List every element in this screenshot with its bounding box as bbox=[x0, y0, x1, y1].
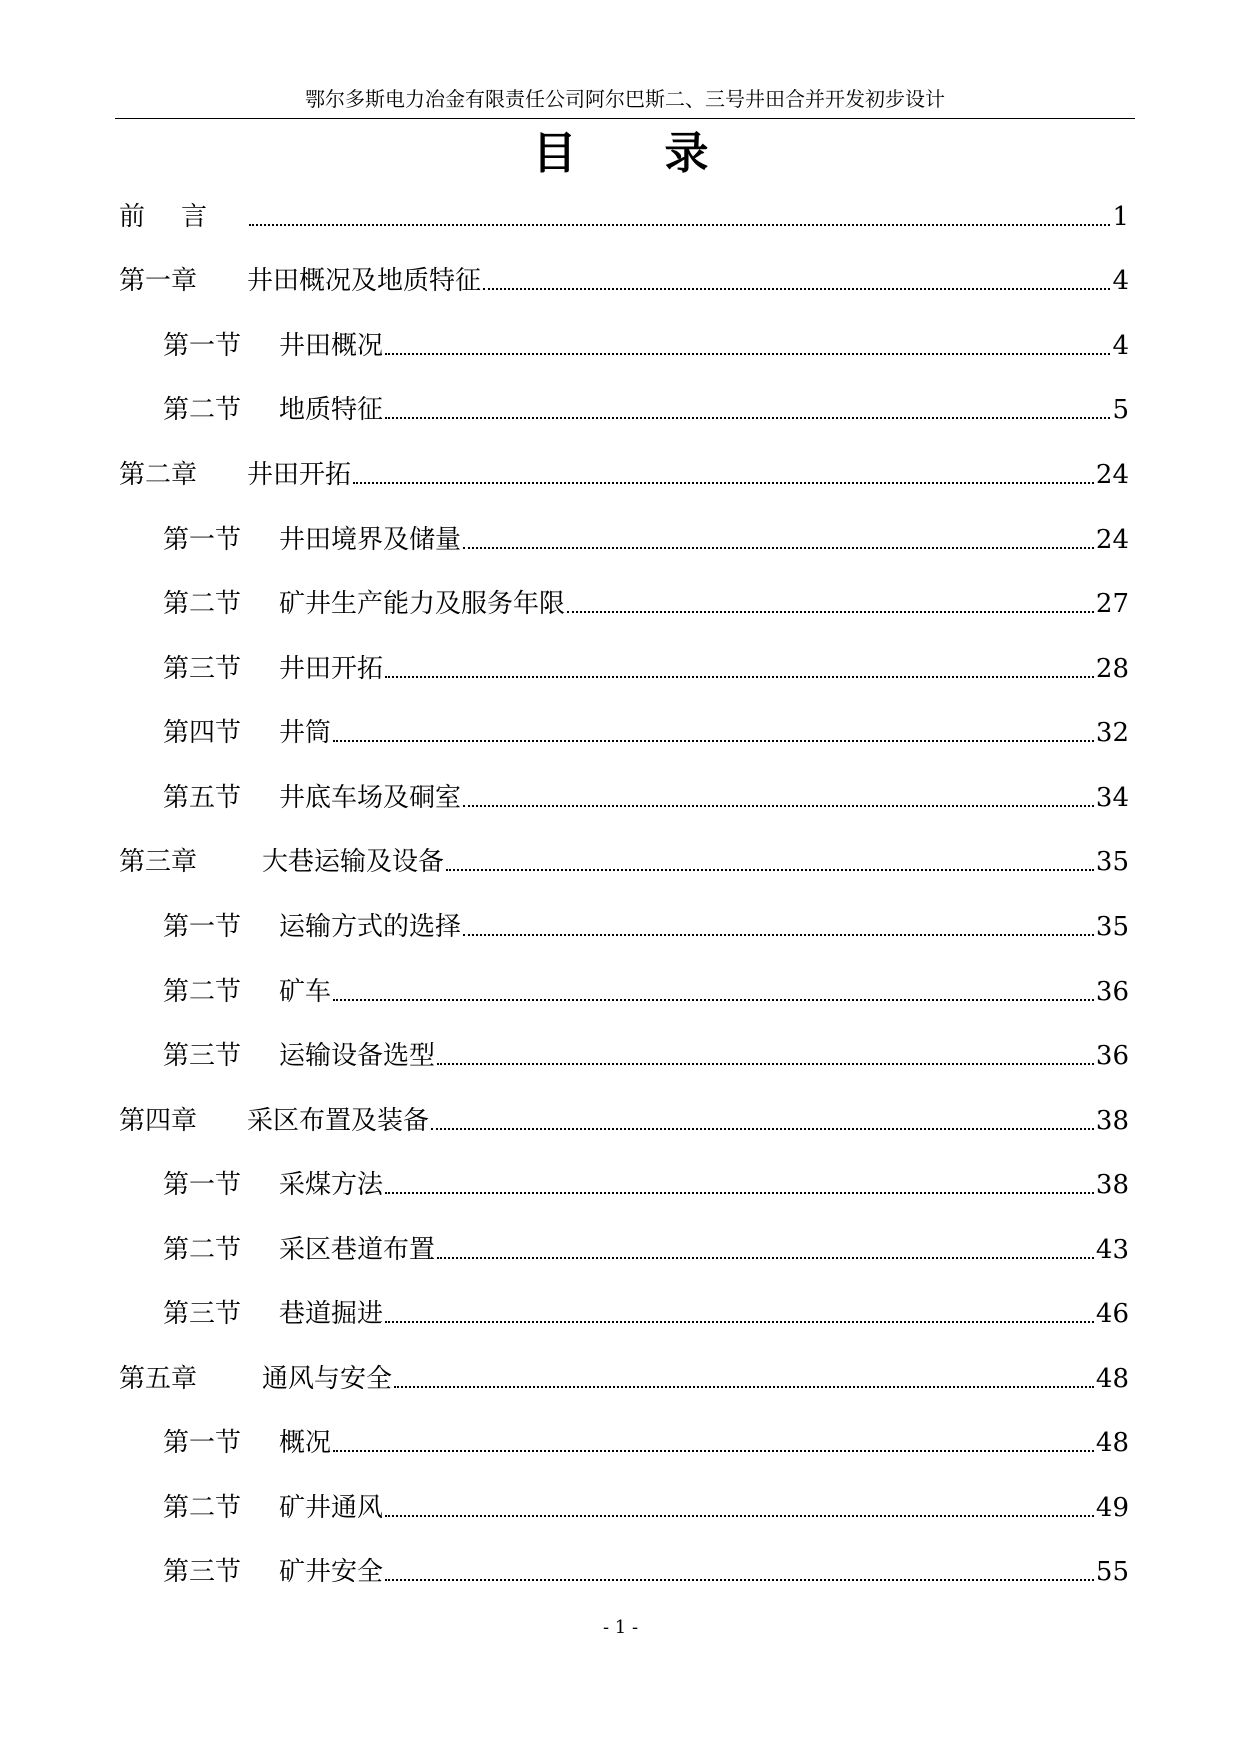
toc-entry-number: 第二节 bbox=[163, 1235, 242, 1265]
toc-entry-section[interactable] bbox=[163, 650, 1129, 686]
dot-leader bbox=[385, 676, 1094, 678]
toc-title-char-1: 目 bbox=[532, 128, 577, 179]
toc-entry-title: 运输设备选型 bbox=[279, 1041, 436, 1071]
toc-entry-title: 井底车场及硐室 bbox=[279, 783, 462, 813]
toc-entry-page: 48 bbox=[1095, 1428, 1129, 1458]
toc-entry-number: 第二节 bbox=[163, 589, 242, 619]
toc-entry-chapter[interactable] bbox=[119, 1360, 1129, 1396]
toc-entry-number: 第三节 bbox=[163, 654, 242, 684]
toc-entry-title: 采区布置及装备 bbox=[247, 1106, 430, 1136]
toc-entry-page: 36 bbox=[1095, 1041, 1129, 1071]
toc-entry-page: 38 bbox=[1095, 1170, 1129, 1200]
toc-entry-page: 28 bbox=[1095, 654, 1129, 684]
toc-entry-chapter[interactable] bbox=[119, 843, 1129, 879]
toc-entry-title: 采煤方法 bbox=[279, 1170, 384, 1200]
toc-entry-title: 井田概况及地质特征 bbox=[247, 266, 482, 296]
toc-title bbox=[0, 124, 1241, 184]
toc-entry-number: 第一节 bbox=[163, 1428, 242, 1458]
toc-entry-page: 36 bbox=[1095, 977, 1129, 1007]
toc-entry-page: 38 bbox=[1095, 1106, 1129, 1136]
toc-entry-title: 通风与安全 bbox=[262, 1364, 393, 1394]
dot-leader bbox=[446, 869, 1094, 871]
toc-entry-number: 第五章 bbox=[119, 1364, 198, 1394]
toc-entry-number: 第三节 bbox=[163, 1557, 242, 1587]
toc-entry-number: 第二节 bbox=[163, 395, 242, 425]
toc-entry-page: 4 bbox=[1112, 266, 1129, 296]
toc-entry-number: 第一节 bbox=[163, 1170, 242, 1200]
toc-entry-section[interactable] bbox=[163, 1424, 1129, 1460]
toc-entry-number: 第一节 bbox=[163, 525, 242, 555]
toc-entry-section[interactable] bbox=[163, 391, 1129, 427]
toc-entry-title: 井田境界及储量 bbox=[279, 525, 462, 555]
toc-entry-section[interactable] bbox=[163, 714, 1129, 750]
toc-entry-number: 第五节 bbox=[163, 783, 242, 813]
toc-entry-section[interactable] bbox=[163, 521, 1129, 557]
toc-entry-chapter[interactable] bbox=[119, 262, 1129, 298]
toc-entry-page: 55 bbox=[1095, 1557, 1129, 1587]
dot-leader bbox=[385, 1192, 1094, 1194]
toc-entry-section[interactable] bbox=[163, 1295, 1129, 1331]
toc-entry-page: 46 bbox=[1095, 1299, 1129, 1329]
toc-entry-number: 第二节 bbox=[163, 977, 242, 1007]
toc-entry-title: 巷道掘进 bbox=[279, 1299, 384, 1329]
toc-entry-page: 24 bbox=[1095, 460, 1129, 490]
dot-leader bbox=[483, 288, 1110, 290]
dot-leader bbox=[437, 1063, 1094, 1065]
toc-entry-section[interactable] bbox=[163, 1553, 1129, 1589]
toc-entry-page: 32 bbox=[1095, 718, 1129, 748]
toc-entry-section[interactable] bbox=[163, 779, 1129, 815]
dot-leader bbox=[353, 482, 1094, 484]
toc-entry-number: 第一节 bbox=[163, 331, 242, 361]
toc-entry-section[interactable] bbox=[163, 327, 1129, 363]
preface-char-2: 言 bbox=[181, 202, 208, 232]
toc-entry-title: 井筒 bbox=[279, 718, 332, 748]
dot-leader bbox=[385, 1515, 1094, 1517]
toc-entry-title: 采区巷道布置 bbox=[279, 1235, 436, 1265]
toc-title-char-2: 录 bbox=[664, 128, 709, 179]
toc-entry-section[interactable] bbox=[163, 585, 1129, 621]
dot-leader bbox=[385, 353, 1110, 355]
toc-entry-section[interactable] bbox=[163, 973, 1129, 1009]
dot-leader bbox=[333, 1450, 1094, 1452]
toc-entry-page: 5 bbox=[1112, 395, 1129, 425]
dot-leader bbox=[567, 611, 1094, 613]
toc-entry-page: 49 bbox=[1095, 1493, 1129, 1523]
toc-entry-page: 24 bbox=[1095, 525, 1129, 555]
dot-leader bbox=[385, 417, 1110, 419]
page-number: - 1 - bbox=[602, 1617, 639, 1638]
dot-leader bbox=[431, 1128, 1094, 1130]
toc-entry-page: 43 bbox=[1095, 1235, 1129, 1265]
dot-leader bbox=[463, 805, 1094, 807]
toc-entry-number: 第四节 bbox=[163, 718, 242, 748]
toc-entry-title: 运输方式的选择 bbox=[279, 912, 462, 942]
toc-entry-number: 第三节 bbox=[163, 1041, 242, 1071]
toc-entry-number: 第二章 bbox=[119, 460, 198, 490]
toc-entry-number: 第四章 bbox=[119, 1106, 198, 1136]
toc-entry-section[interactable] bbox=[163, 1037, 1129, 1073]
dot-leader bbox=[249, 224, 1110, 226]
dot-leader bbox=[385, 1579, 1094, 1581]
toc-entry-section[interactable] bbox=[163, 1166, 1129, 1202]
toc-entry-page: 27 bbox=[1095, 589, 1129, 619]
toc-entry-preface-label bbox=[119, 200, 247, 234]
toc-entry-page: 35 bbox=[1095, 847, 1129, 877]
toc-entry-page: 4 bbox=[1112, 331, 1129, 361]
dot-leader bbox=[333, 999, 1094, 1001]
toc-entry-section[interactable] bbox=[163, 1489, 1129, 1525]
dot-leader bbox=[333, 740, 1094, 742]
toc-entry-page: 48 bbox=[1095, 1364, 1129, 1394]
toc-entry-chapter[interactable] bbox=[119, 1102, 1129, 1138]
toc-entry-number: 第一章 bbox=[119, 266, 198, 296]
toc-entry-title: 矿车 bbox=[279, 977, 332, 1007]
toc-entry-page: 35 bbox=[1095, 912, 1129, 942]
preface-char-1: 前 bbox=[119, 202, 146, 232]
dot-leader bbox=[385, 1321, 1094, 1323]
dot-leader bbox=[394, 1386, 1094, 1388]
toc-entry-title: 地质特征 bbox=[279, 395, 384, 425]
toc-entry-number: 第一节 bbox=[163, 912, 242, 942]
toc-entry-title: 矿井生产能力及服务年限 bbox=[279, 589, 566, 619]
toc-entry-title: 大巷运输及设备 bbox=[262, 847, 445, 877]
dot-leader bbox=[437, 1257, 1094, 1259]
toc-entry-title: 矿井通风 bbox=[279, 1493, 384, 1523]
toc-entry-title: 井田开拓 bbox=[279, 654, 384, 684]
toc-entry-title: 概况 bbox=[279, 1428, 332, 1458]
toc-entry-number: 第三节 bbox=[163, 1299, 242, 1329]
toc-entry-title: 井田概况 bbox=[279, 331, 384, 361]
header-rule bbox=[115, 118, 1135, 119]
toc-entry-section[interactable] bbox=[163, 908, 1129, 944]
toc-entry-number: 第三章 bbox=[119, 847, 198, 877]
toc-entry-chapter[interactable] bbox=[119, 456, 1129, 492]
toc-entry-page: 34 bbox=[1095, 783, 1129, 813]
toc-entry-page: 1 bbox=[1112, 202, 1129, 232]
running-header: 鄂尔多斯电力冶金有限责任公司阿尔巴斯二、三号井田合并开发初步设计 bbox=[305, 87, 945, 111]
dot-leader bbox=[463, 934, 1094, 936]
toc-entry-title: 矿井安全 bbox=[279, 1557, 384, 1587]
toc-entry-number: 第二节 bbox=[163, 1493, 242, 1523]
toc-entry-preface[interactable] bbox=[119, 198, 1129, 234]
toc-entry-title: 井田开拓 bbox=[247, 460, 352, 490]
toc-entry-section[interactable] bbox=[163, 1231, 1129, 1267]
dot-leader bbox=[463, 547, 1094, 549]
